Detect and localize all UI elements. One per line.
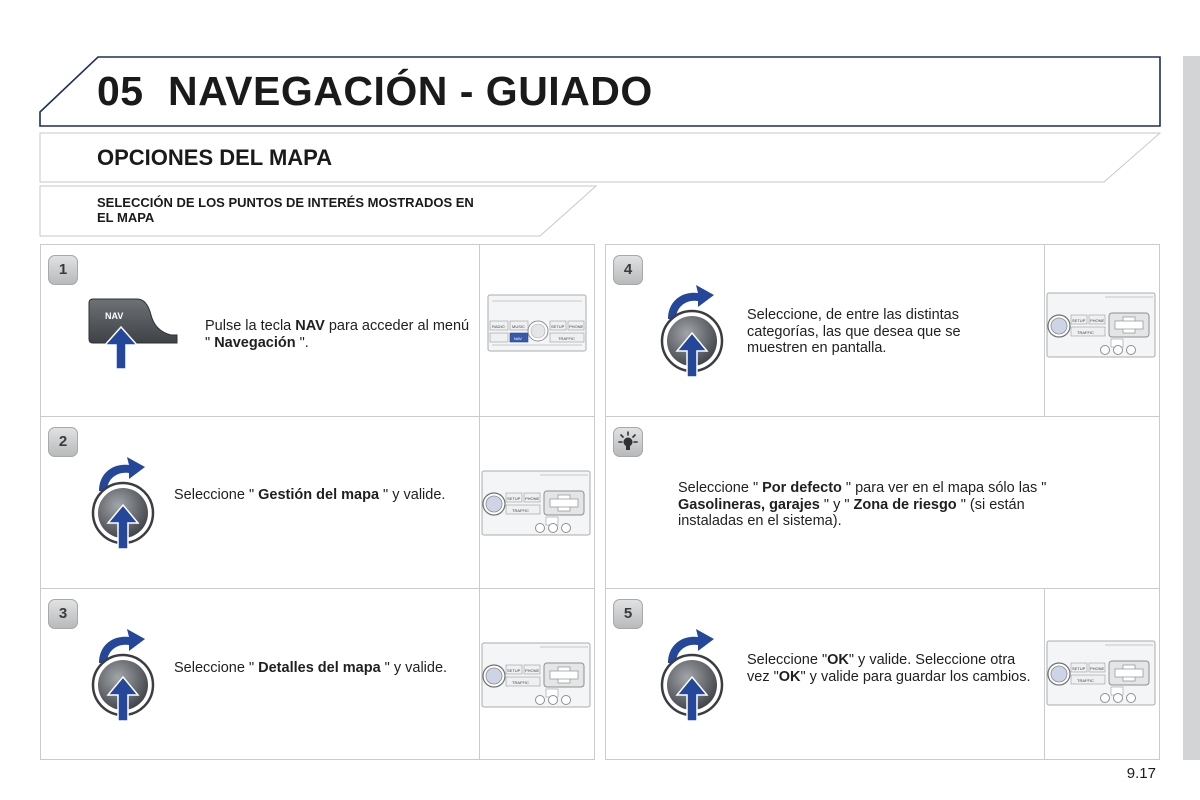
panel-phone-label: PHONE xyxy=(525,668,540,673)
step-4-thumbnail xyxy=(1044,245,1159,416)
rotary-knob-turn-press-icon xyxy=(89,629,165,725)
panel-music-label: MUSIC xyxy=(512,324,525,329)
step-3-panel xyxy=(40,588,595,760)
step-4-text: Seleccione, de entre las distintas categorías, las que desea que se muestren en pantalla. xyxy=(747,307,961,356)
tip-badge xyxy=(613,427,643,457)
step-3-text: Seleccione " Detalles del mapa " y valide. xyxy=(174,660,448,676)
tip-text: Seleccione " Por defecto " para ver en el mapa sólo las " Gasolineras, garajes " y " Zona de riesgo " (si están instaladas en el sistema). xyxy=(678,480,1047,529)
panel-radio-label: RADIO xyxy=(492,324,505,329)
radio-panel-nav-illustration xyxy=(480,245,594,418)
radio-panel-knob-illustration xyxy=(1045,589,1159,761)
rotary-knob-turn-press-icon xyxy=(658,285,734,381)
step-2-thumbnail xyxy=(479,417,594,588)
chapter-number: 05 xyxy=(97,68,144,114)
radio-panel-knob-illustration xyxy=(480,417,594,590)
step-badge: 3 xyxy=(48,599,78,629)
tip-panel xyxy=(605,416,1160,589)
panel-setup-label: SETUP xyxy=(1072,318,1086,323)
section-title: OPCIONES DEL MAPA xyxy=(97,145,333,170)
step-5-text: Seleccione "OK" y valide. Seleccione otra vez "OK" y valide para guardar los cambios. xyxy=(747,652,1031,685)
panel-phone-label: PHONE xyxy=(569,324,584,329)
panel-traffic-label: TRAFFIC xyxy=(1077,330,1094,335)
step-1-text: Pulse la tecla NAV para acceder al menú " Navegación ". xyxy=(205,318,470,351)
panel-setup-label: SETUP xyxy=(1072,666,1086,671)
step-4-panel xyxy=(605,244,1160,417)
step-badge: 2 xyxy=(48,427,78,457)
panel-setup-label: SETUP xyxy=(551,324,565,329)
panel-phone-label: PHONE xyxy=(1090,666,1105,671)
step-5-panel xyxy=(605,588,1160,760)
panel-setup-label: SETUP xyxy=(507,668,521,673)
chapter-side-tab xyxy=(1183,56,1200,760)
panel-traffic-label: TRAFFIC xyxy=(558,336,575,341)
panel-nav-label: NAV xyxy=(514,336,522,341)
nav-key-press-icon xyxy=(79,295,179,375)
panel-setup-label: SETUP xyxy=(507,496,521,501)
rotary-knob-turn-press-icon xyxy=(658,629,734,725)
step-1-panel xyxy=(40,244,595,417)
panel-traffic-label: TRAFFIC xyxy=(512,680,529,685)
panel-traffic-label: TRAFFIC xyxy=(1077,678,1094,683)
radio-panel-knob-illustration xyxy=(480,589,594,761)
step-badge: 4 xyxy=(613,255,643,285)
step-badge: 5 xyxy=(613,599,643,629)
panel-traffic-label: TRAFFIC xyxy=(512,508,529,513)
step-1-thumbnail xyxy=(479,245,594,416)
panel-phone-label: PHONE xyxy=(525,496,540,501)
subsection-title: SELECCIÓN DE LOS PUNTOS DE INTERÉS MOSTRADOS EN EL MAPA xyxy=(97,195,474,225)
step-2-text: Seleccione " Gestión del mapa " y valide. xyxy=(174,487,446,503)
lightbulb-icon xyxy=(613,427,643,457)
chapter-title: NAVEGACIÓN - GUIADO xyxy=(168,68,653,114)
step-5-thumbnail xyxy=(1044,589,1159,759)
panel-phone-label: PHONE xyxy=(1090,318,1105,323)
step-3-thumbnail xyxy=(479,589,594,759)
radio-panel-knob-illustration xyxy=(1045,245,1159,418)
rotary-knob-turn-press-icon xyxy=(89,457,165,553)
nav-key-label: NAV xyxy=(105,311,124,321)
page-number: 9.17 xyxy=(1126,765,1156,782)
step-badge: 1 xyxy=(48,255,78,285)
step-2-panel xyxy=(40,416,595,589)
